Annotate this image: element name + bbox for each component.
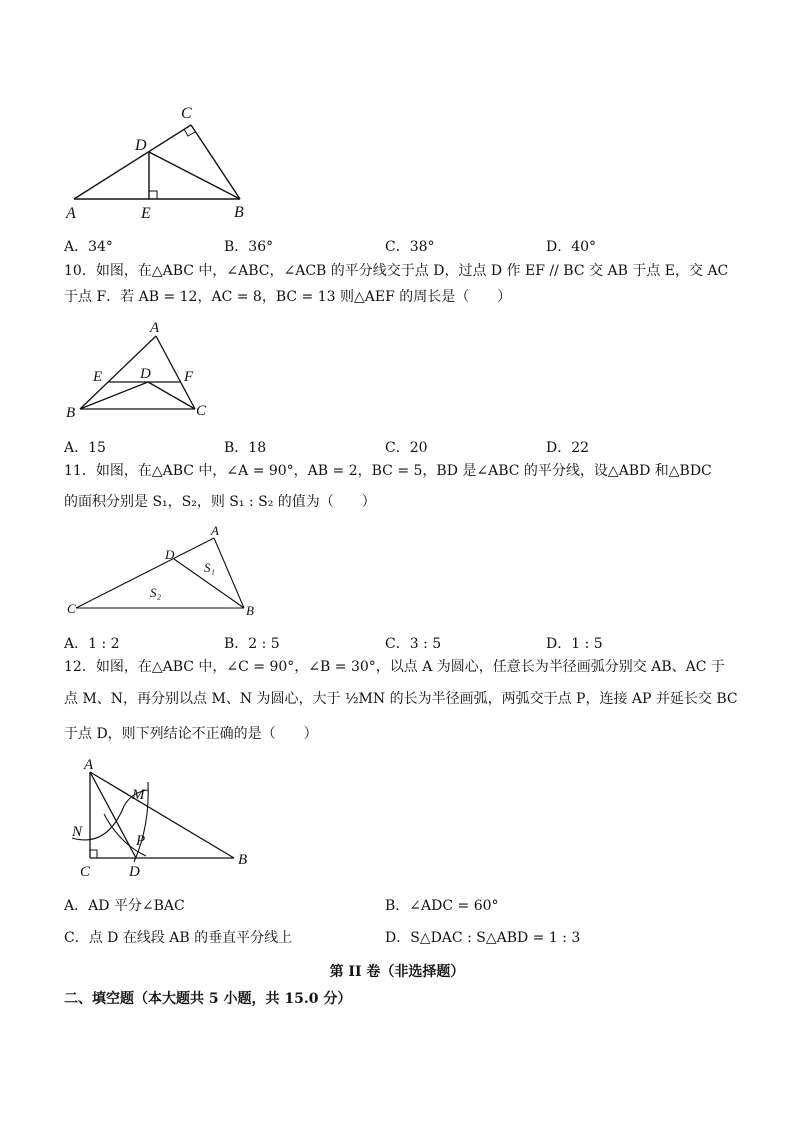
q12-label-N: N [72, 824, 83, 840]
q9-option-a: A．34° [64, 239, 113, 255]
q11-text-line1: 11．如图，在△ABC 中，∠A = 90°，AB = 2，BC = 5，BD 是∠ABC 的平分线，设△ABD 和△BDC [64, 463, 712, 479]
section-heading: 二、填空题（本大题共 5 小题，共 15.0 分） [64, 991, 352, 1007]
q11-figure [60, 522, 270, 622]
q12-label-M: M [132, 787, 145, 803]
q12-option-b: B．∠ADC = 60° [385, 898, 499, 914]
q11-label-D: D [165, 547, 175, 562]
q12-text-line1: 12．如图，在△ABC 中，∠C = 90°，∠B = 30°，以点 A 为圆心，任意长为半径画弧分别交 AB、AC 于 [64, 659, 725, 675]
q10-option-b: B．18 [224, 440, 267, 456]
volume-title: 第 II 卷（非选择题） [329, 964, 465, 980]
q10-label-E: E [93, 369, 103, 385]
q11-label-s2: S₂ [150, 585, 162, 600]
q11-option-b: B．2 : 5 [224, 636, 280, 652]
q12-option-c: C．点 D 在线段 AB 的垂直平分线上 [64, 930, 293, 946]
q9-label-A: A [66, 205, 76, 222]
q11-label-B: B [246, 603, 254, 618]
q9-label-C: C [181, 105, 192, 122]
q10-option-c: C．20 [385, 440, 428, 456]
q11-label-C: C [67, 601, 76, 616]
q12-label-B: B [238, 852, 248, 868]
q12-text-line3: 于点 D，则下列结论不正确的是（ ） [64, 726, 318, 742]
q11-option-a: A．1 : 2 [64, 636, 120, 652]
q12-option-a: A．AD 平分∠BAC [64, 898, 185, 914]
q10-label-C: C [196, 403, 207, 419]
q10-text-line1: 10．如图，在△ABC 中，∠ABC，∠ACB 的平分线交于点 D，过点 D 作 EF // BC 交 AB 于点 E，交 AC [64, 263, 729, 279]
q11-label-A: A [211, 523, 219, 538]
q11-text-line2: 的面积分别是 S₁，S₂，则 S₁ : S₂ 的值为（ ） [64, 494, 376, 510]
q9-option-d: D．40° [546, 239, 597, 255]
q9-option-b: B．36° [224, 239, 274, 255]
q9-label-E: E [141, 205, 151, 222]
q12-figure [62, 756, 262, 880]
q10-option-a: A．15 [64, 440, 106, 456]
q12-text-line2: 点 M、N，再分别以点 M、N 为圆心，大于 ½MN 的长为半径画弧，两弧交于点 P，连接 AP 并延长交 BC [64, 691, 738, 707]
q9-label-B: B [234, 204, 244, 221]
q12-label-C: C [80, 864, 91, 880]
q9-label-D: D [135, 137, 147, 154]
q11-option-c: C．3 : 5 [385, 636, 442, 652]
q11-label-s1: S₁ [204, 560, 216, 575]
q12-label-D: D [129, 864, 140, 880]
q10-label-A: A [150, 320, 160, 336]
q10-label-F: F [184, 369, 194, 385]
q10-text-line2: 于点 F．若 AB = 12，AC = 8，BC = 13 则△AEF 的周长是（ ） [64, 289, 512, 305]
q9-figure [60, 98, 270, 228]
q10-label-B: B [66, 405, 76, 421]
q10-option-d: D．22 [546, 440, 590, 456]
q10-figure [62, 318, 222, 430]
q12-label-A: A [84, 757, 94, 773]
q12-label-P: P [136, 833, 146, 849]
q10-label-D: D [140, 366, 151, 382]
q9-option-c: C．38° [385, 239, 435, 255]
q12-option-d: D．S△DAC : S△ABD = 1 : 3 [385, 930, 581, 946]
q11-option-d: D．1 : 5 [546, 636, 603, 652]
